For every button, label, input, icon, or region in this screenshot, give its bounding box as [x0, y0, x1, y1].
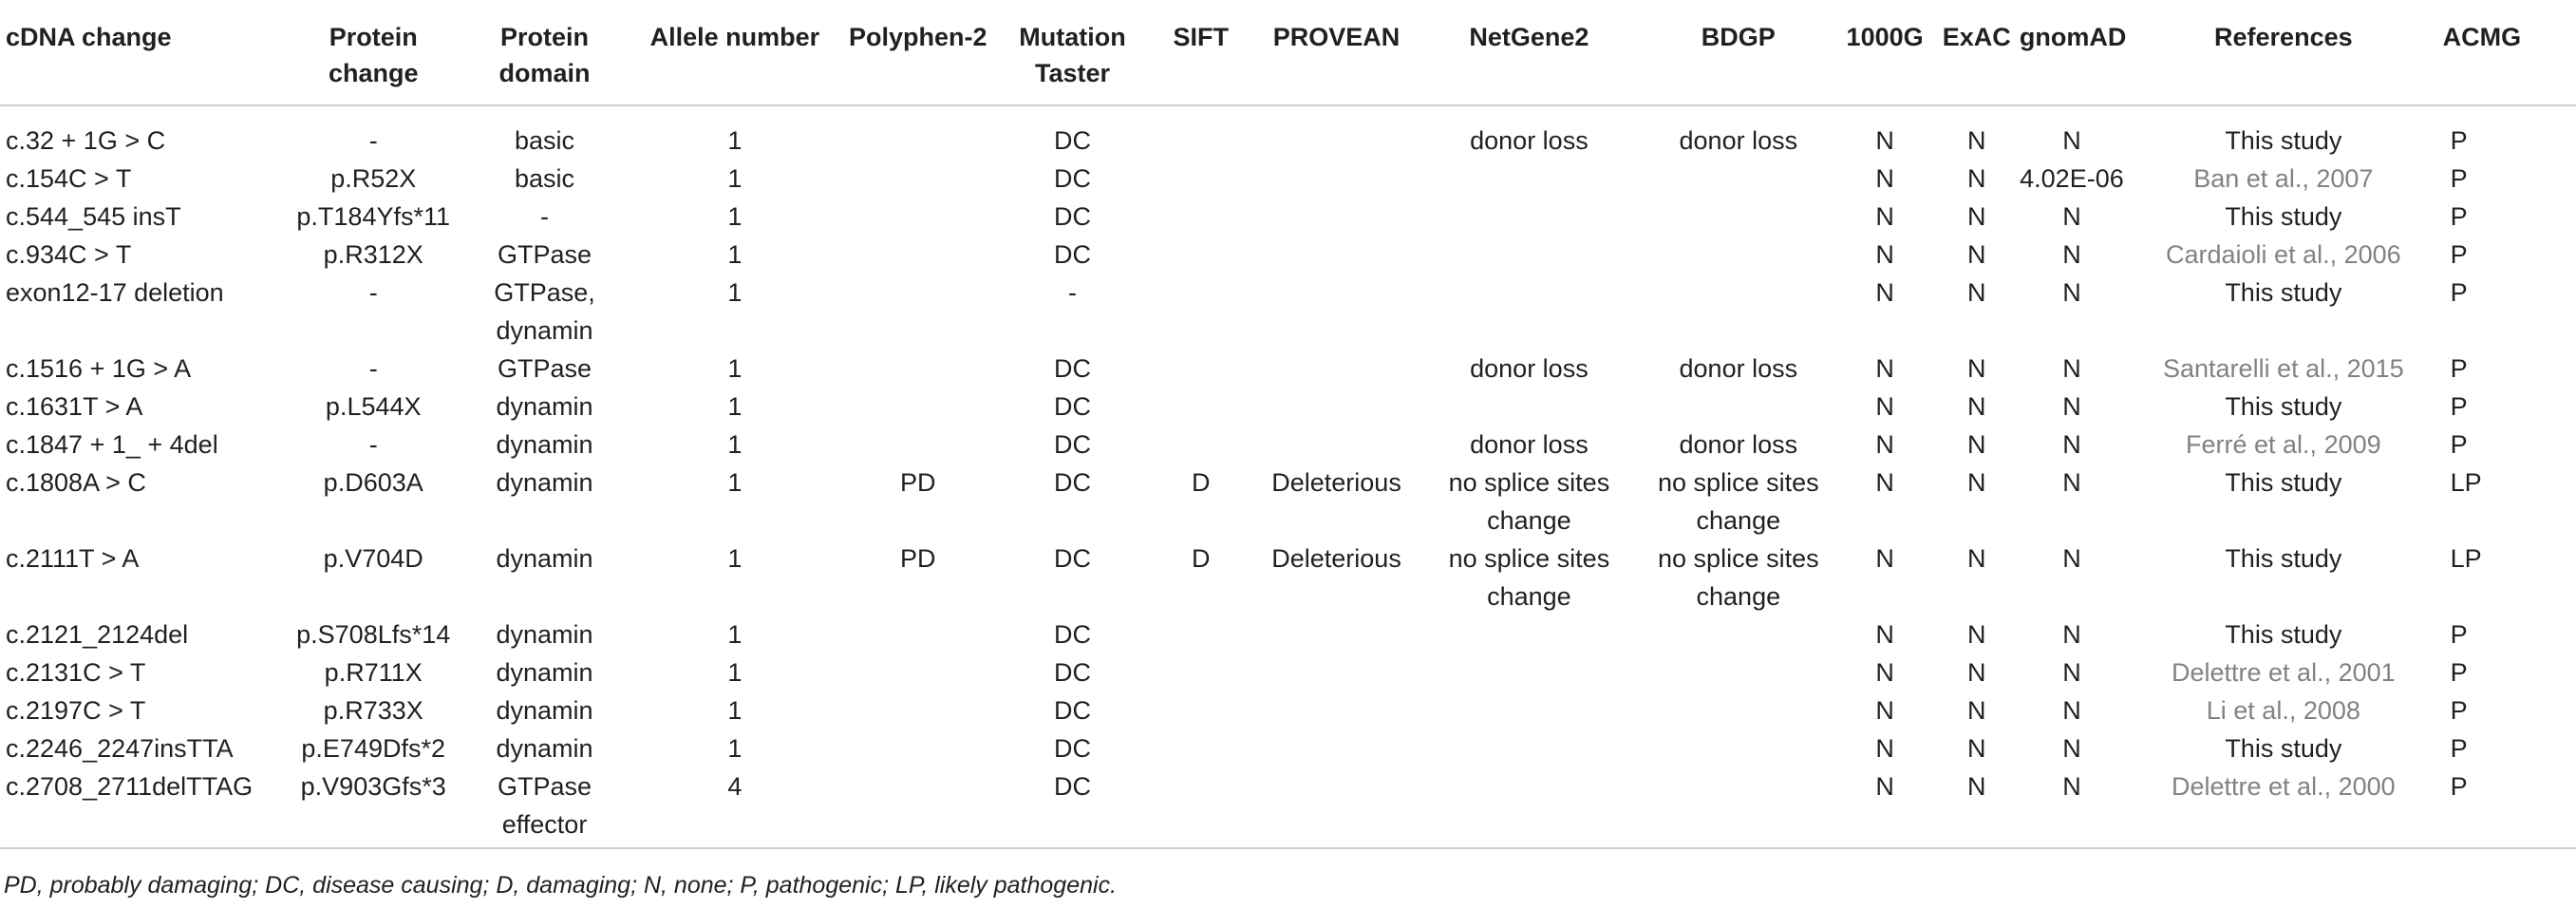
cell-cdna: c.2121_2124del	[6, 620, 189, 649]
cell-provean: Deleterious	[1271, 544, 1401, 573]
cell-provean	[1255, 274, 1417, 350]
cell-bdgp	[1641, 767, 1835, 848]
cell-cdna: c.2111T > A	[6, 544, 140, 573]
cell-netgene: donor loss	[1470, 430, 1589, 459]
cell-netgene: donor loss	[1470, 126, 1589, 155]
cell-protein: -	[368, 354, 378, 383]
cell-cdna: c.1516 + 1G > A	[6, 354, 192, 383]
cell-sift: D	[1192, 544, 1211, 573]
cell-g1000: N	[1875, 430, 1894, 459]
column-header-provean: PROVEAN	[1255, 6, 1417, 105]
cell-polyphen	[837, 426, 999, 464]
cell-polyphen	[837, 615, 999, 653]
table-row	[0, 729, 2576, 767]
cell-protein: -	[368, 430, 378, 459]
cell-refs[interactable]: Delettre et al., 2001	[2172, 658, 2396, 687]
cell-provean	[1255, 160, 1417, 198]
cell-refs: This study	[2225, 544, 2342, 573]
cell-bdgp	[1641, 236, 1835, 274]
table-row	[0, 767, 2576, 848]
cell-sift	[1146, 105, 1255, 160]
cell-domain: GTPase	[498, 240, 592, 269]
cell-refs: This study	[2225, 392, 2342, 421]
cell-g1000: N	[1875, 734, 1894, 763]
cell-acmg: P	[2450, 696, 2468, 725]
cell-polyphen	[837, 767, 999, 848]
cell-netgene	[1418, 615, 1641, 653]
table-row	[0, 274, 2576, 350]
cell-refs: This study	[2225, 278, 2342, 307]
cell-sift	[1146, 615, 1255, 653]
cell-bdgp: no splice sites change	[1658, 544, 1819, 611]
cell-provean	[1255, 105, 1417, 160]
cell-refs[interactable]: Li et al., 2008	[2206, 696, 2360, 725]
cell-refs: This study	[2225, 468, 2342, 497]
cell-polyphen	[837, 274, 999, 350]
cell-taster: DC	[1054, 240, 1092, 269]
cell-netgene	[1418, 767, 1641, 848]
cell-provean	[1255, 198, 1417, 236]
cell-gnomad: N	[2062, 620, 2081, 649]
cell-polyphen: PD	[899, 468, 936, 497]
cell-sift	[1146, 767, 1255, 848]
cell-acmg: P	[2450, 164, 2468, 193]
column-header-protein: Protein change	[291, 6, 457, 105]
cell-netgene	[1418, 729, 1641, 767]
cell-bdgp	[1641, 388, 1835, 426]
cell-exac: N	[1967, 696, 1986, 725]
column-header-sift: SIFT	[1146, 6, 1255, 105]
cell-provean: Deleterious	[1271, 468, 1401, 497]
cell-gnomad: N	[2062, 354, 2081, 383]
cell-polyphen	[837, 691, 999, 729]
cell-exac: N	[1967, 392, 1986, 421]
cell-exac: N	[1967, 544, 1986, 573]
cell-domain: GTPase, dynamin	[494, 278, 595, 345]
cell-acmg: P	[2450, 392, 2468, 421]
cell-g1000: N	[1875, 658, 1894, 687]
cell-provean	[1255, 388, 1417, 426]
cell-polyphen	[837, 198, 999, 236]
cell-g1000: N	[1875, 544, 1894, 573]
cell-taster: DC	[1054, 658, 1092, 687]
cell-bdgp	[1641, 691, 1835, 729]
cell-protein: p.V903Gfs*3	[291, 767, 457, 848]
cell-protein: p.V704D	[323, 544, 423, 573]
cell-cdna: c.2708_2711delTTAG	[0, 767, 291, 848]
cell-provean	[1255, 426, 1417, 464]
cell-exac: N	[1967, 354, 1986, 383]
column-header-refs: References	[2124, 6, 2443, 105]
table-row	[0, 236, 2576, 274]
cell-domain: dynamin	[496, 544, 593, 573]
cell-acmg: P	[2450, 620, 2468, 649]
cell-allele: 1	[727, 354, 743, 383]
cell-taster: DC	[1054, 202, 1092, 231]
cell-allele: 1	[727, 430, 743, 459]
cell-allele: 1	[727, 658, 743, 687]
cell-protein: p.L544X	[325, 392, 422, 421]
cell-bdgp: no splice sites change	[1658, 468, 1819, 535]
cell-protein: -	[368, 278, 378, 307]
cell-g1000: N	[1875, 126, 1894, 155]
cell-netgene	[1418, 198, 1641, 236]
cell-domain: dynamin	[496, 392, 593, 421]
cell-acmg: LP	[2450, 544, 2482, 573]
cell-exac: N	[1967, 278, 1986, 307]
cell-g1000: N	[1836, 767, 1934, 848]
cell-cdna: c.1631T > A	[6, 392, 143, 421]
cell-taster: DC	[1054, 544, 1092, 573]
cell-exac: N	[1967, 202, 1986, 231]
cell-domain: -	[540, 202, 550, 231]
cell-refs: This study	[2225, 126, 2342, 155]
cell-domain: dynamin	[496, 468, 593, 497]
cell-sift	[1146, 274, 1255, 350]
cell-protein: p.R733X	[323, 696, 423, 725]
cell-provean	[1255, 729, 1417, 767]
cell-allele: 1	[727, 620, 743, 649]
cell-cdna: c.2131C > T	[6, 658, 146, 687]
cell-sift	[1146, 350, 1255, 388]
cell-domain: dynamin	[496, 734, 593, 763]
cell-exac: N	[1967, 240, 1986, 269]
cell-protein: p.R52X	[330, 164, 417, 193]
table-row	[0, 388, 2576, 426]
cell-netgene	[1418, 274, 1641, 350]
cell-acmg: P	[2450, 430, 2468, 459]
cell-cdna: c.1847 + 1_ + 4del	[6, 430, 218, 459]
cell-netgene: no splice sites change	[1448, 544, 1610, 611]
cell-bdgp	[1641, 653, 1835, 691]
cell-g1000: N	[1875, 468, 1894, 497]
cell-protein: p.R312X	[323, 240, 423, 269]
cell-cdna: c.2197C > T	[6, 696, 146, 725]
cell-gnomad: N	[2062, 734, 2081, 763]
table-row	[0, 198, 2576, 236]
cell-provean	[1255, 767, 1417, 848]
cell-gnomad: N	[2062, 430, 2081, 459]
cell-bdgp	[1641, 729, 1835, 767]
cell-refs: This study	[2225, 734, 2342, 763]
cell-taster: DC	[1054, 430, 1092, 459]
table-body	[0, 105, 2576, 848]
table-header	[0, 6, 2576, 105]
cell-cdna: c.934C > T	[6, 240, 132, 269]
cell-domain: dynamin	[496, 430, 593, 459]
cell-acmg: P	[2450, 734, 2468, 763]
cell-bdgp	[1641, 198, 1835, 236]
cell-protein: p.E749Dfs*2	[301, 734, 446, 763]
cell-gnomad: N	[2062, 468, 2081, 497]
cell-domain: basic	[515, 164, 575, 193]
cell-protein: p.D603A	[323, 468, 423, 497]
cell-polyphen: PD	[899, 544, 936, 573]
cell-polyphen	[837, 105, 999, 160]
cell-protein: -	[368, 126, 378, 155]
cell-g1000: N	[1875, 202, 1894, 231]
cell-allele: 1	[727, 126, 743, 155]
cell-gnomad: N	[2062, 240, 2081, 269]
table-row	[0, 540, 2576, 615]
cell-g1000: N	[1875, 278, 1894, 307]
header-row	[0, 6, 2576, 105]
cell-bdgp	[1641, 160, 1835, 198]
cell-sift	[1146, 426, 1255, 464]
cell-acmg: P	[2450, 240, 2468, 269]
cell-sift	[1146, 160, 1255, 198]
cell-exac: N	[1967, 164, 1986, 193]
cell-taster: DC	[1054, 164, 1092, 193]
cell-cdna: c.2246_2247insTTA	[6, 734, 234, 763]
cell-domain: dynamin	[496, 696, 593, 725]
cell-g1000: N	[1875, 696, 1894, 725]
cell-provean	[1255, 236, 1417, 274]
cell-allele: 1	[727, 164, 743, 193]
table-row	[0, 615, 2576, 653]
cell-cdna: c.544_545 insT	[6, 202, 181, 231]
table-row	[0, 426, 2576, 464]
cell-gnomad: N	[2062, 392, 2081, 421]
cell-g1000: N	[1875, 392, 1894, 421]
cell-allele: 1	[727, 278, 743, 307]
column-header-gnomad: gnomAD	[2020, 6, 2124, 105]
cell-provean	[1255, 653, 1417, 691]
cell-protein: p.S708Lfs*14	[296, 620, 451, 649]
cell-cdna: c.1808A > C	[6, 468, 146, 497]
cell-gnomad: N	[2062, 126, 2081, 155]
table-row	[0, 691, 2576, 729]
cell-taster: DC	[999, 767, 1146, 848]
cell-sift	[1146, 729, 1255, 767]
cell-exac: N	[1967, 658, 1986, 687]
cell-gnomad: N	[2062, 202, 2081, 231]
cell-acmg: P	[2450, 126, 2468, 155]
cell-refs[interactable]: Delettre et al., 2000	[2124, 767, 2443, 848]
column-header-domain: Protein domain	[457, 6, 632, 105]
cell-g1000: N	[1875, 354, 1894, 383]
cell-polyphen	[837, 350, 999, 388]
cell-taster: DC	[1054, 468, 1092, 497]
cell-domain: dynamin	[496, 658, 593, 687]
table-row	[0, 464, 2576, 540]
cell-exac: N	[1967, 620, 1986, 649]
cell-polyphen	[837, 729, 999, 767]
cell-refs[interactable]: Ban et al., 2007	[2193, 164, 2374, 193]
column-header-netgene: NetGene2	[1418, 6, 1641, 105]
cell-taster: -	[1068, 278, 1078, 307]
cell-netgene	[1418, 653, 1641, 691]
cell-taster: DC	[1054, 126, 1092, 155]
cell-g1000: N	[1875, 620, 1894, 649]
cell-allele: 1	[727, 696, 743, 725]
cell-exac: N	[1934, 767, 2020, 848]
cell-refs[interactable]: Ferré et al., 2009	[2186, 430, 2381, 459]
cell-acmg: P	[2450, 658, 2468, 687]
column-header-exac: ExAC	[1934, 6, 2020, 105]
cell-bdgp: donor loss	[1679, 430, 1798, 459]
cell-cdna: c.32 + 1G > C	[6, 126, 166, 155]
cell-netgene	[1418, 236, 1641, 274]
cell-allele: 4	[632, 767, 837, 848]
cell-netgene	[1418, 160, 1641, 198]
cell-acmg: P	[2450, 354, 2468, 383]
cell-g1000: N	[1875, 164, 1894, 193]
cell-netgene	[1418, 388, 1641, 426]
cell-provean	[1255, 691, 1417, 729]
cell-allele: 1	[727, 240, 743, 269]
cell-acmg: LP	[2450, 468, 2482, 497]
cell-sift: D	[1192, 468, 1211, 497]
cell-acmg: P	[2443, 767, 2576, 848]
cell-sift	[1146, 653, 1255, 691]
cell-exac: N	[1967, 430, 1986, 459]
cell-sift	[1146, 236, 1255, 274]
cell-netgene: no splice sites change	[1448, 468, 1610, 535]
column-header-polyphen: Polyphen-2	[837, 6, 999, 105]
cell-taster: DC	[1054, 620, 1092, 649]
cell-refs: This study	[2225, 202, 2342, 231]
cell-taster: DC	[1054, 392, 1092, 421]
cell-polyphen	[837, 160, 999, 198]
cell-domain: basic	[515, 126, 575, 155]
cell-acmg: P	[2450, 202, 2468, 231]
cell-exac: N	[1967, 468, 1986, 497]
cell-exac: N	[1967, 734, 1986, 763]
column-header-allele: Allele number	[632, 6, 837, 105]
cell-cdna: exon12-17 deletion	[6, 278, 224, 307]
table-row	[0, 160, 2576, 198]
cell-cdna: c.154C > T	[6, 164, 132, 193]
cell-gnomad: 4.02E-06	[2020, 164, 2124, 193]
cell-allele: 1	[727, 392, 743, 421]
cell-sift	[1146, 388, 1255, 426]
cell-provean	[1255, 615, 1417, 653]
cell-bdgp	[1641, 274, 1835, 350]
cell-gnomad: N	[2020, 767, 2124, 848]
cell-netgene: donor loss	[1470, 354, 1589, 383]
column-header-taster: Mutation Taster	[999, 6, 1146, 105]
cell-polyphen	[837, 388, 999, 426]
cell-bdgp	[1641, 615, 1835, 653]
cell-g1000: N	[1875, 240, 1894, 269]
cell-sift	[1146, 198, 1255, 236]
column-header-bdgp: BDGP	[1641, 6, 1835, 105]
cell-allele: 1	[727, 468, 743, 497]
cell-polyphen	[837, 653, 999, 691]
variant-table	[0, 6, 2576, 849]
cell-taster: DC	[1054, 696, 1092, 725]
cell-exac: N	[1967, 126, 1986, 155]
cell-netgene	[1418, 691, 1641, 729]
cell-polyphen	[837, 236, 999, 274]
cell-protein: p.R711X	[324, 658, 423, 687]
cell-provean	[1255, 350, 1417, 388]
cell-protein: p.T184Yfs*11	[296, 202, 451, 231]
cell-refs: This study	[2225, 620, 2342, 649]
table-footnote: PD, probably damaging; DC, disease causing; D, damaging; N, none; P, pathogenic; LP, likely pathogenic.	[4, 872, 1118, 899]
cell-domain: dynamin	[496, 620, 593, 649]
cell-domain: GTPase	[498, 354, 592, 383]
cell-gnomad: N	[2062, 278, 2081, 307]
cell-gnomad: N	[2062, 696, 2081, 725]
column-header-g1000: 1000G	[1836, 6, 1934, 105]
column-header-acmg: ACMG	[2443, 6, 2576, 105]
cell-bdgp: donor loss	[1679, 126, 1798, 155]
cell-gnomad: N	[2062, 544, 2081, 573]
cell-refs[interactable]: Santarelli et al., 2015	[2163, 354, 2404, 383]
table-row	[0, 350, 2576, 388]
table-row	[0, 653, 2576, 691]
table-row	[0, 105, 2576, 160]
cell-refs[interactable]: Cardaioli et al., 2006	[2166, 240, 2401, 269]
cell-allele: 1	[727, 734, 743, 763]
cell-bdgp: donor loss	[1679, 354, 1798, 383]
column-header-cdna: cDNA change	[0, 6, 291, 105]
cell-acmg: P	[2450, 278, 2468, 307]
cell-taster: DC	[1054, 734, 1092, 763]
cell-gnomad: N	[2062, 658, 2081, 687]
cell-allele: 1	[727, 202, 743, 231]
cell-taster: DC	[1054, 354, 1092, 383]
cell-domain: GTPase effector	[457, 767, 632, 848]
cell-sift	[1146, 691, 1255, 729]
cell-allele: 1	[727, 544, 743, 573]
